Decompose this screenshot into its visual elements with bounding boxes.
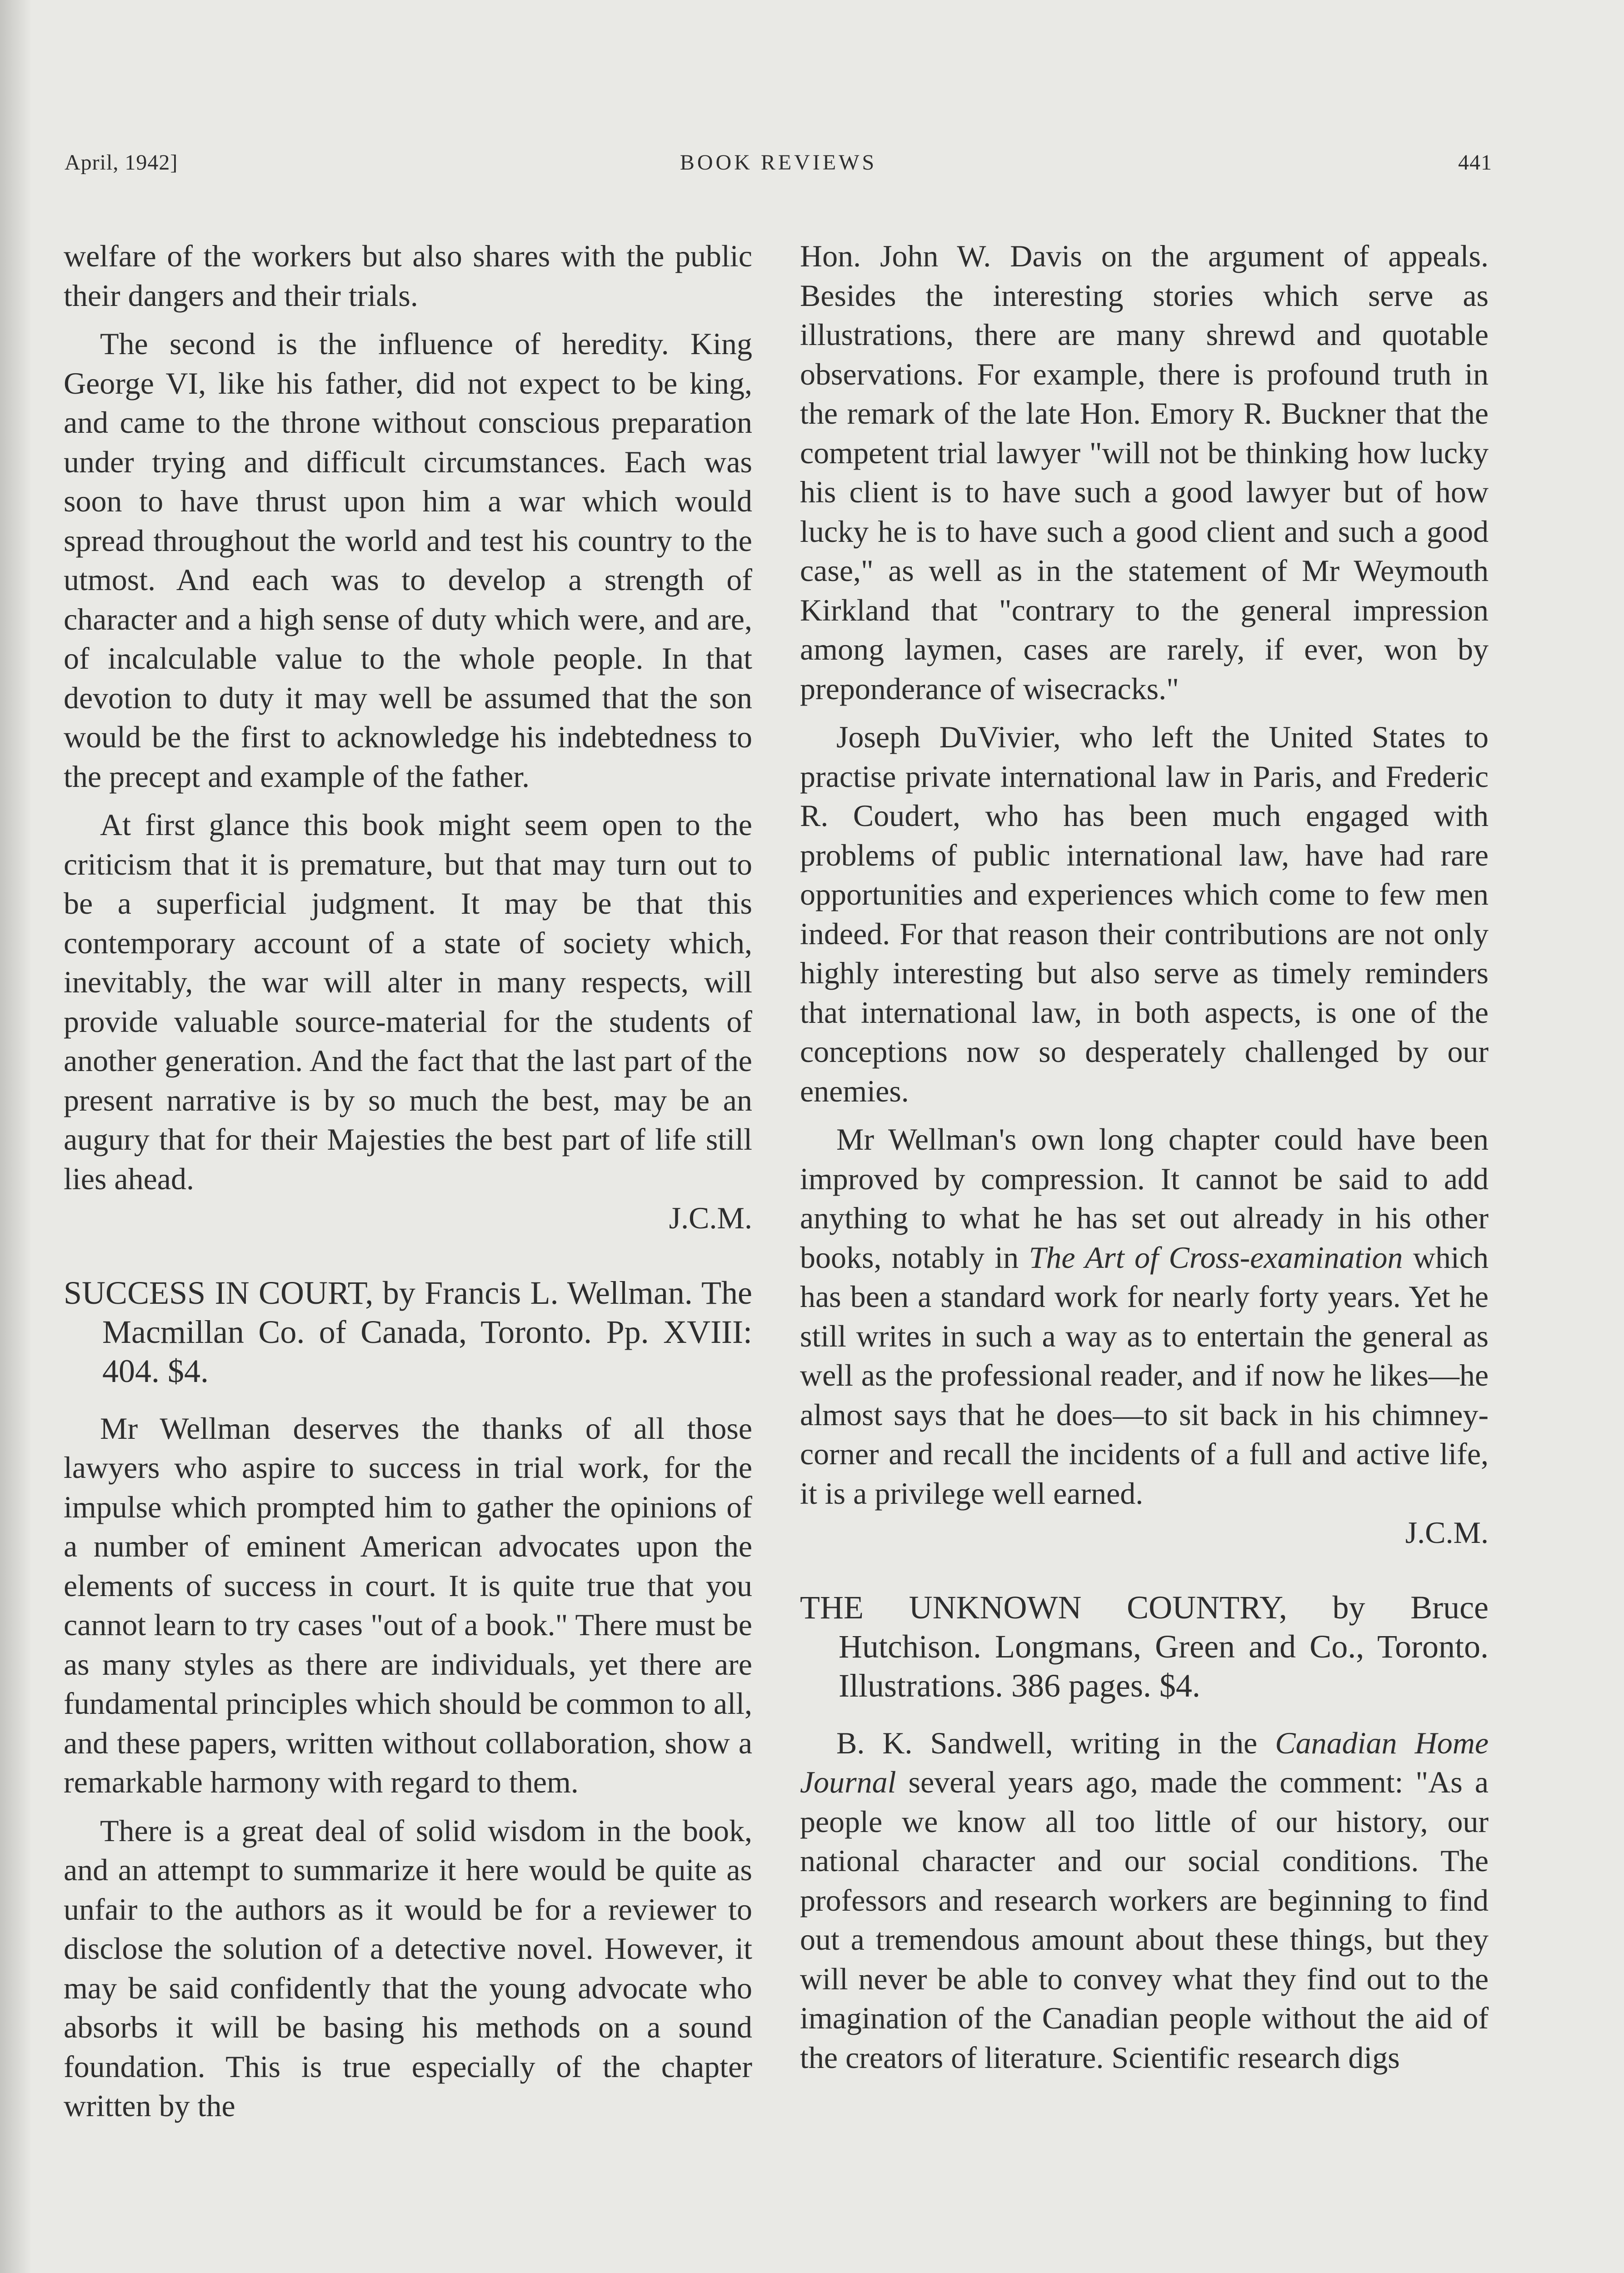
paragraph: Mr Wellman deserves the thanks of all those lawyers who aspire to success in trial work, for the impulse which prompted him to gather the opinions of a number of eminent American advocates upon the elements of success in court. It is quite true that you cannot learn to try cases "out of a book." There must be as many styles as there are individuals, yet there are fundamental principles which should be common to all, and these papers, written without collaboration, show a remarkable harmony with regard to them. xyxy=(64,1411,752,1799)
paragraph-text: At first glance this book might seem open to the criticism that it is premature, but that may turn out to be a superficial judgment. It may be that this contemporary account of a state of society which, inevitably, the war will alter in many respects, will provide valuable source-material for the students of another generation. And the fact that the last part of the present narrative is by so much the best, may be an augury that for their Majesties the best part of life still lies ahead. xyxy=(64,807,752,1196)
paragraph: Joseph DuVivier, who left the United States to practise private international law in Paris, and Frederic R. Coudert, who has been much engaged with problems of public international law, have had rare opportunities and experiences which come to few men indeed. For that reason their contributions are not only highly interesting but also serve as timely reminders that international law, in both aspects, is one of the conceptions now so desperately challenged by our enemies. xyxy=(800,720,1489,1108)
paragraph-text: several years ago, made the comment: "As a people we know all too little of our history, our national character and our social conditions. The professors and research workers are beginning to find out a tremendous amount about these things, but they will never be able to convey what they find out to the imagination of the Canadian people without the aid of the creators of literature. Scientific research digs xyxy=(800,1765,1489,2075)
paragraph xyxy=(800,1120,1489,1513)
header-date: April, 1942] xyxy=(65,150,178,175)
paragraph xyxy=(64,805,752,1198)
paragraph-text: B. K. Sandwell, writing in the xyxy=(836,1725,1275,1760)
paragraph: welfare of the workers but also shares with the public their dangers and their trials. xyxy=(64,239,752,313)
review-heading: SUCCESS IN COURT, by Francis L. Wellman. The Macmillan Co. of Canada, Toronto. Pp. XVIII: 404. $4. xyxy=(64,1274,752,1389)
reviewer-signature: J.C.M. xyxy=(669,1201,752,1235)
reviewer-signature: J.C.M. xyxy=(1405,1515,1489,1550)
paragraph: There is a great deal of solid wisdom in the book, and an attempt to summarize it here would be quite as unfair to the authors as it would be for a reviewer to disclose the solution of a detective novel. However, it may be said confidently that the young advocate who absorbs it will be basing his methods on a sound foundation. This is true especially of the chapter written by the xyxy=(64,1813,752,2123)
running-header xyxy=(65,150,1492,186)
paragraph: Hon. John W. Davis on the argument of appeals. Besides the interesting stories which serve as illustrations, there are many shrewd and quotable observations. For example, there is profound truth in the remark of the late Hon. Emory R. Buckner that the competent trial lawyer "will not be thinking how lucky his client is to have such a good lawyer but of how lucky he is to have such a good client and such a good case," as well as in the statement of Mr Weymouth Kirkland that "contrary to the general impression among laymen, cases are rarely, if ever, won by preponderance of wisecracks." xyxy=(800,239,1489,706)
publication-title-italic: Canadian Home Journal xyxy=(800,1725,1489,1799)
paragraph-text: which has been a standard work for nearly forty years. Yet he still writes in such a way as to entertain the general as well as the professional reader, and if now he likes—he almost says that he does—to sit back in his chimney-corner and recall the incidents of a full and active life, it is a privilege well earned. xyxy=(800,1240,1489,1511)
paragraph: The second is the influence of heredity. King George VI, like his father, did not expect to be king, and came to the throne without conscious preparation under trying and difficult circumstances. Each was soon to have thrust upon him a war which would spread throughout the world and test his country to the utmost. And each was to develop a strength of character and a high sense of duty which were, and are, of incalculable value to the whole people. In that devotion to duty it may well be assumed that the son would be the first to acknowledge his indebtedness to the precept and example of the father. xyxy=(64,326,752,794)
left-column xyxy=(64,236,752,2126)
paragraph-text: Mr Wellman's own long chapter could have been improved by compression. It cannot be said to add anything to what he has set out already in his other books, notably in xyxy=(800,1122,1489,1275)
page-edge-shadow xyxy=(0,0,32,2273)
header-section-title: BOOK REVIEWS xyxy=(680,150,877,175)
right-column xyxy=(800,236,1489,2077)
page-number: 441 xyxy=(1458,150,1492,175)
book-title-italic: The Art of Cross-examination xyxy=(1029,1240,1403,1275)
paragraph xyxy=(800,1723,1489,2078)
review-heading: THE UNKNOWN COUNTRY, by Bruce Hutchison. Longmans, Green and Co., Toronto. Illustrations. 386 pages. $4. xyxy=(800,1589,1489,1704)
